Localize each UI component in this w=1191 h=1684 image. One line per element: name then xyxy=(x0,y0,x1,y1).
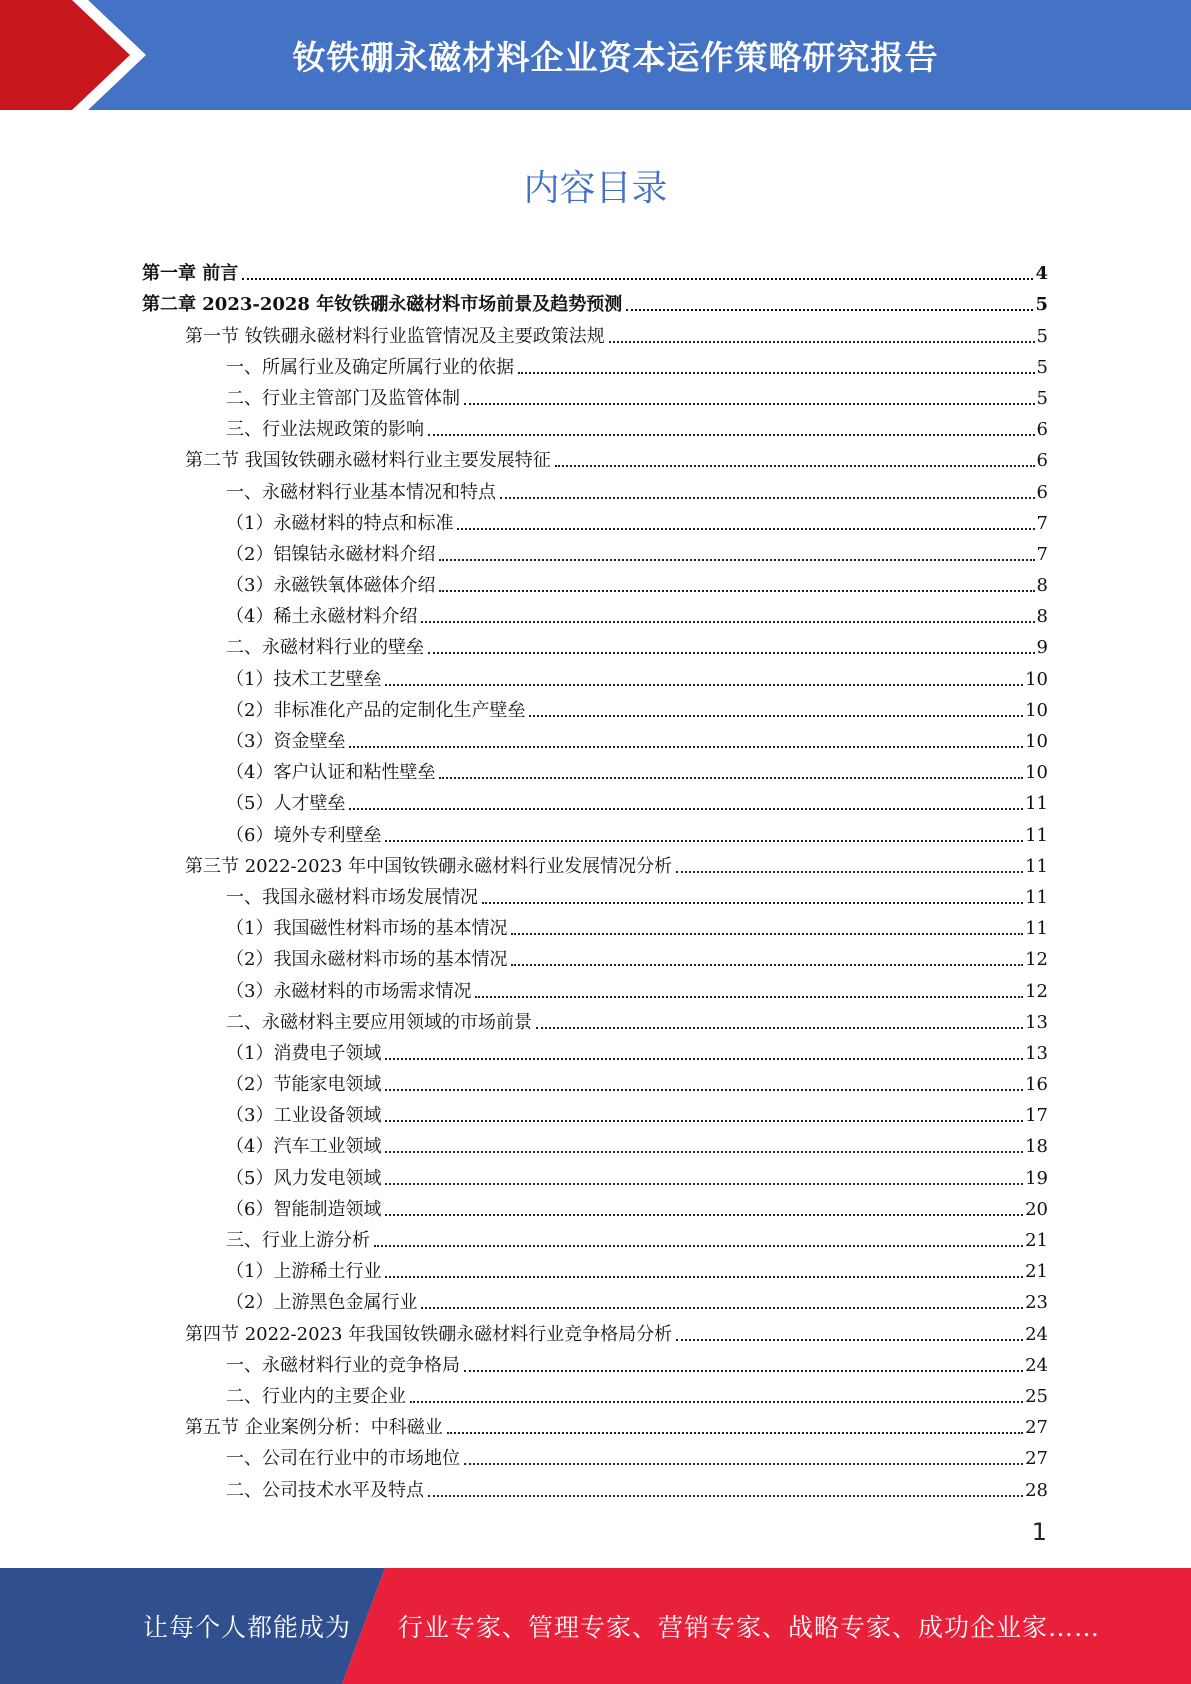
toc-entry-page: 5 xyxy=(1035,294,1048,316)
toc-entry-page: 11 xyxy=(1025,886,1048,908)
toc-entry[interactable] xyxy=(142,471,1048,502)
toc-dot-leader xyxy=(385,1183,1023,1185)
toc-entry[interactable] xyxy=(142,1002,1048,1033)
toc-entry-page: 6 xyxy=(1036,450,1048,472)
toc-dot-leader xyxy=(349,808,1023,810)
toc-entry[interactable] xyxy=(142,1469,1048,1500)
toc-entry-title: 第二章 2023-2028 年钕铁硼永磁材料市场前景及趋势预测 xyxy=(142,294,623,316)
toc-dot-leader xyxy=(676,1339,1023,1341)
toc-entry[interactable] xyxy=(142,1189,1048,1220)
toc-dot-leader xyxy=(439,777,1023,779)
toc-entry[interactable] xyxy=(142,846,1048,877)
toc-dot-leader xyxy=(410,1401,1023,1403)
toc-dot-leader xyxy=(385,1089,1023,1091)
toc-entry-title: 二、公司技术水平及特点 xyxy=(226,1479,424,1501)
toc-entry-page: 8 xyxy=(1036,606,1048,628)
toc-entry-page: 5 xyxy=(1036,356,1048,378)
toc-entry[interactable] xyxy=(142,627,1048,658)
toc-dot-leader xyxy=(457,528,1034,530)
toc-entry-page: 8 xyxy=(1036,575,1048,597)
toc-entry[interactable] xyxy=(142,1220,1048,1251)
toc-dot-leader xyxy=(500,497,1035,499)
toc-entry[interactable] xyxy=(142,565,1048,596)
toc-entry-page: 21 xyxy=(1025,1261,1048,1283)
toc-entry[interactable] xyxy=(142,503,1048,534)
toc-entry[interactable] xyxy=(142,1313,1048,1344)
toc-dot-leader xyxy=(464,1370,1023,1372)
toc-entry-title: （3）永磁材料的市场需求情况 xyxy=(226,980,472,1002)
toc-entry-title: 第四节 2022-2023 年我国钕铁硼永磁材料行业竞争格局分析 xyxy=(185,1323,673,1345)
toc-entry[interactable] xyxy=(142,315,1048,346)
toc-entry-page: 23 xyxy=(1025,1292,1048,1314)
toc-title: 内容目录 xyxy=(523,168,668,209)
toc-entry[interactable] xyxy=(142,1376,1048,1407)
toc-entry[interactable] xyxy=(142,814,1048,845)
toc-entry-page: 28 xyxy=(1025,1479,1048,1501)
toc-dot-leader xyxy=(385,1214,1023,1216)
toc-entry-title: 一、永磁材料行业的竞争格局 xyxy=(226,1354,460,1376)
toc-entry-page: 12 xyxy=(1025,949,1048,971)
toc-entry-title: 一、公司在行业中的市场地位 xyxy=(226,1448,460,1470)
toc-entry-title: （1）消费电子领域 xyxy=(226,1042,382,1064)
toc-entry[interactable] xyxy=(142,253,1048,284)
toc-dot-leader xyxy=(385,1276,1023,1278)
toc-entry[interactable] xyxy=(142,1438,1048,1469)
toc-dot-leader xyxy=(385,840,1023,842)
toc-entry-title: （5）风力发电领域 xyxy=(226,1167,382,1189)
toc-entry-title: （2）上游黑色金属行业 xyxy=(226,1292,418,1314)
footer-band xyxy=(0,1568,1191,1684)
toc-dot-leader xyxy=(421,1307,1023,1309)
toc-dot-leader xyxy=(529,715,1023,717)
toc-dot-leader xyxy=(464,1463,1023,1465)
toc-entry[interactable] xyxy=(142,534,1048,565)
toc-entry-title: （3）资金壁垒 xyxy=(226,731,346,752)
toc-dot-leader xyxy=(676,871,1023,873)
toc-dot-leader xyxy=(428,652,1035,654)
toc-entry-page: 27 xyxy=(1025,1417,1048,1439)
toc-entry[interactable] xyxy=(142,908,1048,939)
toc-entry-page: 4 xyxy=(1035,263,1048,285)
toc-entry-page: 5 xyxy=(1036,325,1048,347)
toc-entry-title: 二、永磁材料行业的壁垒 xyxy=(226,637,424,659)
toc-entry[interactable] xyxy=(142,1345,1048,1376)
toc-dot-leader xyxy=(428,434,1035,436)
toc-entry-page: 21 xyxy=(1025,1230,1048,1251)
toc-dot-leader xyxy=(626,309,1033,311)
toc-entry[interactable] xyxy=(142,1282,1048,1313)
toc-entry-page: 9 xyxy=(1036,637,1048,659)
toc-entry[interactable] xyxy=(142,1251,1048,1282)
toc-dot-leader xyxy=(482,902,1023,904)
toc-entry[interactable] xyxy=(142,440,1048,471)
toc-entry[interactable] xyxy=(142,1407,1048,1438)
toc-entry-page: 12 xyxy=(1025,980,1048,1002)
toc-dot-leader xyxy=(385,1151,1023,1153)
toc-entry[interactable] xyxy=(142,939,1048,970)
toc-entry-page: 10 xyxy=(1025,668,1048,690)
toc-entry[interactable] xyxy=(142,596,1048,627)
report-title: 钕铁硼永磁材料企业资本运作策略研究报告 xyxy=(292,37,939,77)
toc-entry-page: 7 xyxy=(1036,512,1048,534)
toc-dot-leader xyxy=(385,1058,1023,1060)
toc-entry-title: 二、永磁材料主要应用领域的市场前景 xyxy=(226,1011,532,1033)
toc-entry-page: 18 xyxy=(1025,1136,1048,1158)
toc-entry[interactable] xyxy=(142,970,1048,1001)
toc-entry[interactable] xyxy=(142,690,1048,721)
toc-entry-title: （3）工业设备领域 xyxy=(226,1105,382,1127)
toc-entry-page: 7 xyxy=(1036,543,1048,565)
header-band xyxy=(0,0,1191,110)
toc-dot-leader xyxy=(475,996,1023,998)
toc-entry[interactable] xyxy=(142,284,1048,315)
toc-dot-leader xyxy=(385,684,1023,686)
toc-dot-leader xyxy=(536,1027,1023,1029)
toc-entry-title: （5）人才壁垒 xyxy=(226,793,346,815)
toc-entry-page: 6 xyxy=(1036,419,1048,441)
toc-dot-leader xyxy=(511,933,1023,935)
toc-entry-title: （4）客户认证和粘性壁垒 xyxy=(226,762,436,784)
toc-entry-page: 27 xyxy=(1025,1448,1048,1470)
toc-entry[interactable] xyxy=(142,409,1048,440)
toc-entry-title: 第三节 2022-2023 年中国钕铁硼永磁材料行业发展情况分析 xyxy=(185,855,673,877)
toc-entry[interactable] xyxy=(142,721,1048,752)
footer-slogan-left: 让每个人都能成为 xyxy=(143,1613,352,1642)
toc-entry-page: 20 xyxy=(1025,1198,1048,1220)
toc-entry-title: （6）智能制造领域 xyxy=(226,1198,382,1220)
toc-entry-page: 13 xyxy=(1025,1011,1048,1033)
toc-entry-title: （4）稀土永磁材料介绍 xyxy=(226,606,418,628)
toc-entry-title: 第五节 企业案例分析：中科磁业 xyxy=(185,1417,443,1439)
toc-entry-title: 三、行业上游分析 xyxy=(226,1230,370,1251)
toc-entry-page: 11 xyxy=(1025,793,1048,815)
toc-entry-page: 19 xyxy=(1025,1167,1048,1189)
page-number: 1 xyxy=(1031,1518,1047,1546)
toc-entry-page: 13 xyxy=(1025,1042,1048,1064)
toc-dot-leader xyxy=(439,590,1034,592)
toc-entry-title: （2）非标准化产品的定制化生产壁垒 xyxy=(226,699,526,721)
toc-entry-title: （1）我国磁性材料市场的基本情况 xyxy=(226,918,508,940)
toc-entry-page: 11 xyxy=(1025,855,1048,877)
toc-entry-title: 一、所属行业及确定所属行业的依据 xyxy=(226,356,514,378)
toc-entry-page: 5 xyxy=(1036,387,1048,409)
table-of-contents xyxy=(142,253,1048,1501)
toc-dot-leader xyxy=(447,1432,1023,1434)
toc-entry-page: 16 xyxy=(1025,1074,1048,1096)
toc-dot-leader xyxy=(385,1120,1023,1122)
toc-entry-title: 一、永磁材料行业基本情况和特点 xyxy=(226,481,496,503)
toc-entry[interactable] xyxy=(142,1033,1048,1064)
toc-entry-title: 二、行业主管部门及监管体制 xyxy=(226,387,460,409)
toc-entry-page: 24 xyxy=(1025,1354,1048,1376)
toc-entry-title: 二、行业内的主要企业 xyxy=(226,1385,406,1407)
toc-entry-title: 三、行业法规政策的影响 xyxy=(226,419,424,441)
toc-entry-page: 24 xyxy=(1025,1323,1048,1345)
toc-entry-title: （4）汽车工业领域 xyxy=(226,1136,382,1158)
footer-slogan-right: 行业专家、管理专家、营销专家、战略专家、成功企业家…… xyxy=(398,1613,1101,1642)
toc-entry-page: 10 xyxy=(1025,731,1048,752)
toc-dot-leader xyxy=(439,559,1034,561)
toc-entry[interactable] xyxy=(142,1126,1048,1157)
toc-entry[interactable] xyxy=(142,1157,1048,1188)
toc-entry[interactable] xyxy=(142,783,1048,814)
toc-entry[interactable] xyxy=(142,658,1048,689)
toc-entry-page: 10 xyxy=(1025,699,1048,721)
header-arrow-icon xyxy=(0,0,160,110)
toc-entry-page: 11 xyxy=(1025,824,1048,846)
toc-entry[interactable] xyxy=(142,378,1048,409)
toc-entry[interactable] xyxy=(142,877,1048,908)
toc-dot-leader xyxy=(511,964,1023,966)
toc-entry-title: （1）上游稀土行业 xyxy=(226,1261,382,1283)
toc-dot-leader xyxy=(555,465,1035,467)
toc-entry-title: （2）节能家电领域 xyxy=(226,1074,382,1096)
toc-dot-leader xyxy=(609,341,1035,343)
toc-entry-title: （6）境外专利壁垒 xyxy=(226,824,382,846)
toc-dot-leader xyxy=(421,621,1034,623)
toc-entry[interactable] xyxy=(142,1095,1048,1126)
toc-entry-page: 6 xyxy=(1036,481,1048,503)
toc-entry-title: 一、我国永磁材料市场发展情况 xyxy=(226,886,478,908)
toc-entry-title: （2）铝镍钴永磁材料介绍 xyxy=(226,543,436,565)
toc-dot-leader xyxy=(464,403,1035,405)
toc-entry-page: 11 xyxy=(1025,918,1048,940)
toc-entry-title: （1）技术工艺壁垒 xyxy=(226,668,382,690)
toc-entry-title: 第一节 钕铁硼永磁材料行业监管情况及主要政策法规 xyxy=(185,325,605,347)
toc-dot-leader xyxy=(428,1495,1023,1497)
toc-dot-leader xyxy=(349,746,1023,748)
toc-dot-leader xyxy=(242,278,1033,280)
toc-entry-page: 25 xyxy=(1025,1385,1048,1407)
toc-entry-title: 第二节 我国钕铁硼永磁材料行业主要发展特征 xyxy=(185,450,551,472)
toc-entry-title: 第一章 前言 xyxy=(142,263,239,285)
toc-entry-page: 10 xyxy=(1025,762,1048,784)
toc-entry-title: （1）永磁材料的特点和标准 xyxy=(226,512,454,534)
toc-entry[interactable] xyxy=(142,347,1048,378)
toc-entry-page: 17 xyxy=(1025,1105,1048,1127)
toc-dot-leader xyxy=(518,372,1035,374)
toc-entry[interactable] xyxy=(142,752,1048,783)
toc-entry-title: （3）永磁铁氧体磁体介绍 xyxy=(226,575,436,597)
toc-entry-title: （2）我国永磁材料市场的基本情况 xyxy=(226,949,508,971)
toc-entry[interactable] xyxy=(142,1064,1048,1095)
toc-dot-leader xyxy=(374,1245,1023,1247)
